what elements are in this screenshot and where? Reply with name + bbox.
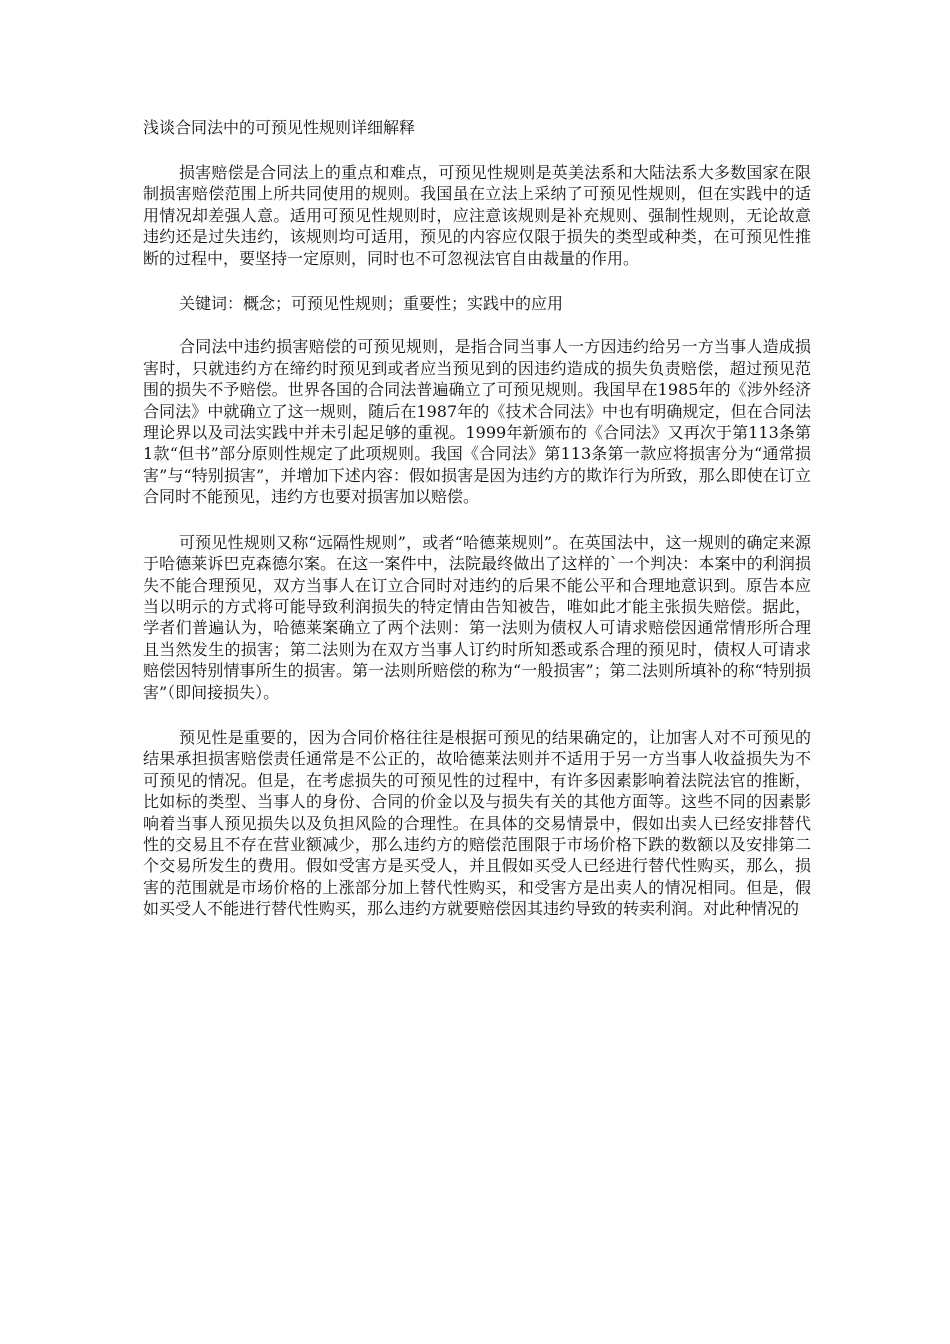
document-page: [143, 116, 811, 944]
body-paragraph-foreseeability-importance: 预见性是重要的，因为合同价格往往是根据可预见的结果确定的，让加害人对不可预见的结果承担损害赔偿责任通常是不公正的，故哈德莱法则并不适用于另一方当事人收益损失为不可预见的情况。但是，在考虑损失的可预见性的过程中，有许多因素影响着法院法官的推断，比如标的类型、当事人的身份、合同的价金以及与损失有关的其他方面等。这些不同的因素影响着当事人预见损失以及负担风险的合理性。在具体的交易情景中，假如出卖人已经安排替代性的交易且不存在营业额减少，那么违约方的赔偿范围限于市场价格下跌的数额以及安排第二个交易所发生的费用。假如受害方是买受人，并且假如买受人已经进行替代性购买，那么，损害的范围就是市场价格的上涨部分加上替代性购买，和受害方是出卖人的情况相同。但是，假如买受人不能进行替代性购买，那么违约方就要赔偿因其违约导致的转卖利润。对此种情况的: [143, 727, 811, 919]
keywords-paragraph: 关键词：概念；可预见性规则；重要性；实践中的应用: [179, 294, 564, 314]
abstract-paragraph: 损害赔偿是合同法上的重点和难点，可预见性规则是英美法系和大陆法系大多数国家在限制损害赔偿范围上所共同使用的规则。我国虽在立法上采纳了可预见性规则，但在实践中的适用情况却差强人意。适用可预见性规则时，应注意该规则是补充规则、强制性规则，无论故意违约还是过失违约，该规则均可适用，预见的内容应仅限于损失的类型或种类，在可预见性推断的过程中，要坚持一定原则，同时也不可忽视法官自由裁量的作用。: [143, 163, 811, 268]
document-title: 浅谈合同法中的可预见性规则详细解释: [143, 118, 416, 137]
body-paragraph-definition: 合同法中违约损害赔偿的可预见规则，是指合同当事人一方因违约给另一方当事人造成损害时，只就违约方在缔约时预见到或者应当预见到的因违约造成的损失负责赔偿，超过预见范围的损失不予赔偿。世界各国的合同法普遍确立了可预见规则。我国早在1985年的《涉外经济合同法》中就确立了这一规则，随后在1987年的《技术合同法》中也有明确规定，但在合同法理论界以及司法实践中并未引起足够的重视。1999年新颁布的《合同法》又再次于第113条第1款“但书”部分原则性规定了此项规则。我国《合同法》第113条第一款应将损害分为“通常损害”与“特别损害”，并增加下述内容：假如损害是因为违约方的欺诈行为所致，那么即使在订立合同时不能预见，违约方也要对损害加以赔偿。: [143, 337, 811, 507]
body-paragraph-hadley-rule: 可预见性规则又称“远隔性规则”，或者“哈德莱规则”。在英国法中，这一规则的确定来源于哈德莱诉巴克森德尔案。在这一案件中，法院最终做出了这样的`一个判决：本案中的利润损失不能合理预见，双方当事人在订立合同时对违约的后果不能公平和合理地意识到。原告本应当以明示的方式将可能导致利润损失的特定情由告知被告，唯如此才能主张损失赔偿。据此，学者们普遍认为，哈德莱案确立了两个法则：第一法则为债权人可请求赔偿因通常情形所合理且当然发生的损害；第二法则为在双方当事人订约时所知悉或系合理的预见时，债权人可请求赔偿因特别情事所生的损害。第一法则所赔偿的称为“一般损害”；第二法则所填补的称“特别损害”（即间接损失）。: [143, 532, 811, 702]
